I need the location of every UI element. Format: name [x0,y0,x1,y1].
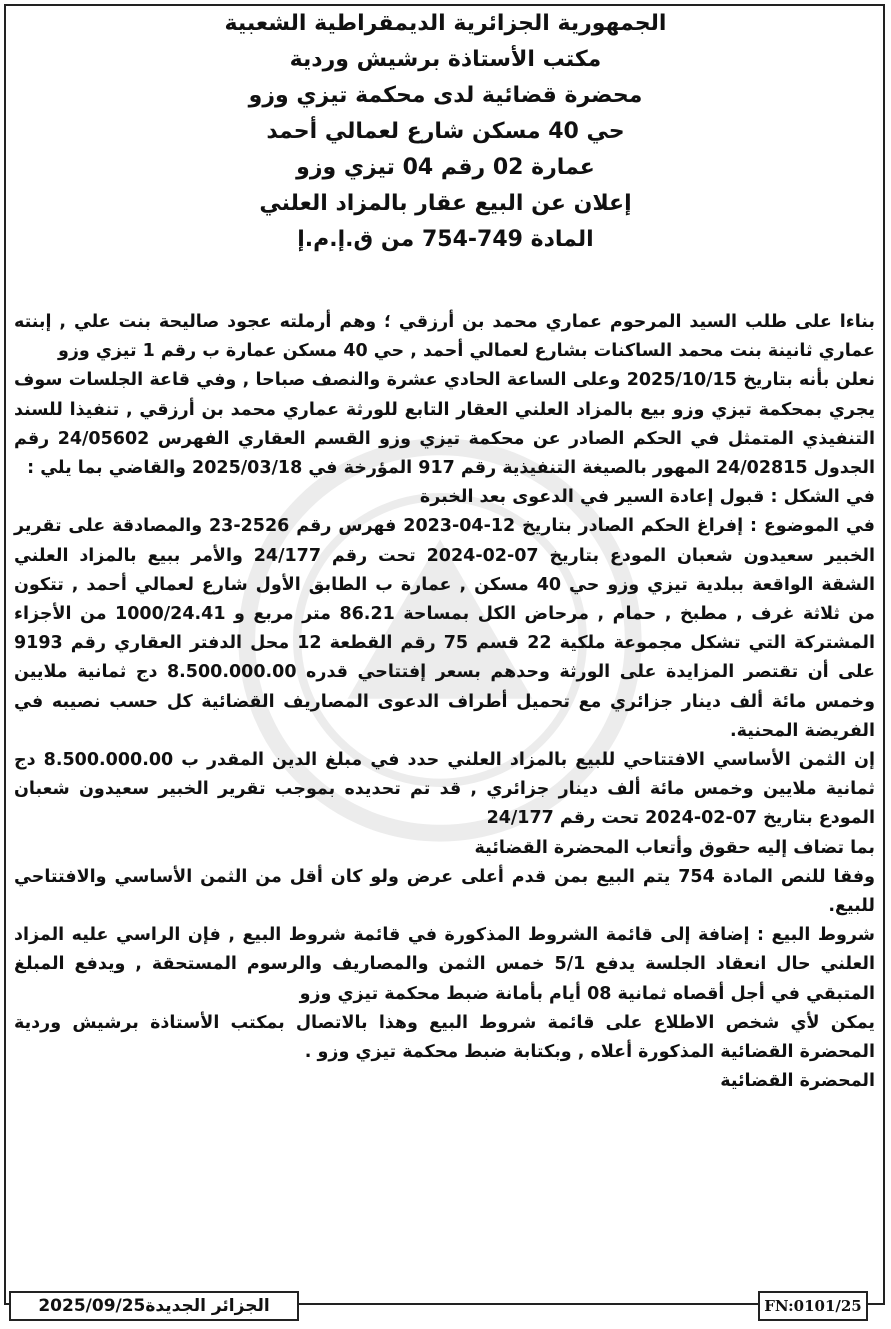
header-address-building: عمارة 02 رقم 04 تيزي وزو [296,155,595,180]
header-announcement-title: إعلان عن البيع عقار بالمزاد العلني [259,191,632,216]
body-paragraph-form: في الشكل : قبول إعادة السير في الدعوى بعد الخبرة [419,487,875,508]
reference-number: FN:0101/25 [758,1291,868,1321]
body-paragraph-signature: المحضرة القضائية [720,1071,875,1092]
body-paragraph-request: بناءا على طلب السيد المرحوم عماري محمد بن أرزقي ؛ وهم أرملته عجود صاليحة بنت علي , إبنته عماري ثانينة بنت محمد الساكنات بشارع لعمالي أحمد , حي 40 مسكن عمارة ب رقم 1 تيزي وزو [14,312,875,362]
header-legal-article: المادة 749-754 من ق.إ.م.إ [297,227,594,252]
body-paragraph-fees: بما تضاف إليه حقوق وأتعاب المحضرة القضائية [474,837,875,858]
body-paragraph-conditions: شروط البيع : إضافة إلى قائمة الشروط المذكورة في قائمة شروط البيع , فإن الراسي عليه المزاد العلني حال انعقاد الجلسة يدفع 5/1 خمس الثمن والمصاريف والرسوم المستحقة , ويدفع المبلغ المتبقي في أجل أقصاه ثمانية 08 أيام بأمانة ضبط محكمة تيزي وزو [14,925,875,1004]
body-paragraph-price: إن الثمن الأساسي الافتتاحي للبيع بالمزاد العلني حدد في مبلغ الدين المقدر ب 8.500.000.00 دج ثمانية ملايين وخمس مائة ألف دينار جزائري , قد تم تحديده بموجب تقرير الخبير سعيدون شعبان المودع بتاريخ 07-02-2024 تحت رقم 24/177 [14,750,875,829]
header-office: مكتب الأستاذة برشيش وردية [289,47,602,72]
header-court: محضرة قضائية لدى محكمة تيزي وزو [248,83,643,108]
header-country: الجمهورية الجزائرية الديمقراطية الشعبية [224,11,667,36]
body-paragraph-article: وفقا للنص المادة 754 يتم البيع بمن قدم أعلى عرض ولو كان أقل من الثمن الأساسي والافتتاحي للبيع. [14,866,876,917]
body-paragraph-contact: يمكن لأي شخص الاطلاع على قائمة شروط البيع وهذا بالاتصال بمكتب الأستاذة برشيش وردية المحضرة القضائية المذكورة أعلاه , وبكتابة ضبط محكمة تيزي وزو . [14,1012,875,1063]
header-address-street: حي 40 مسكن شارع لعمالي أحمد [266,119,625,144]
announcement-body [14,308,875,1096]
announcement-header [20,6,871,258]
publication-label: الجزائر الجديدة2025/09/25 [9,1291,299,1321]
body-paragraph-notice: نعلن بأنه بتاريخ 2025/10/15 وعلى الساعة الحادي عشرة والنصف صباحا , وفي قاعة الجلسات سوف يجري بمحكمة تيزي وزو بيع بالمزاد العلني العقار التابع للورثة عماري محمد بن أرزقي , تنفيذا للسند التنفيذي المتمثل في الحكم الصادر عن محكمة تيزي وزو القسم العقاري الفهرس 24/05602 رقم الجدول 24/02815 المهور بالصيغة التنفيذية رقم 917 المؤرخة في 2025/03/18 والقاضي بما يلي : [14,370,876,479]
body-paragraph-subject: في الموضوع : إفراغ الحكم الصادر بتاريخ 12-04-2023 فهرس رقم 2526-23 والمصادقة على تقرير الخبير سعيدون شعبان المودع بتاريخ 07-02-2024 تحت رقم 24/177 والأمر ببيع بالمزاد العلني الشقة الواقعة ببلدية تيزي وزو حي 40 مسكن , عمارة ب الطابق الأول شارع لعمالي أحمد , تتكون من ثلاثة غرف , مطبخ , حمام , مرحاض الكل بمساحة 86.21 متر مربع و 1000/24.41 من الأجزاء المشتركة التي تشكل مجموعة ملكية 22 قسم 75 رقم القطعة 12 محل الدفتر العقاري رقم 9193 على أن تقتصر المزايدة على الورثة وحدهم بسعر إفتتاحي قدره 8.500.000.00 دج ثمانية ملايين وخمس مائة ألف دينار جزائري مع تحميل أطراف الدعوى المصاريف القضائية كل حسب نصيبه في الفريضة المحنية. [14,516,876,741]
